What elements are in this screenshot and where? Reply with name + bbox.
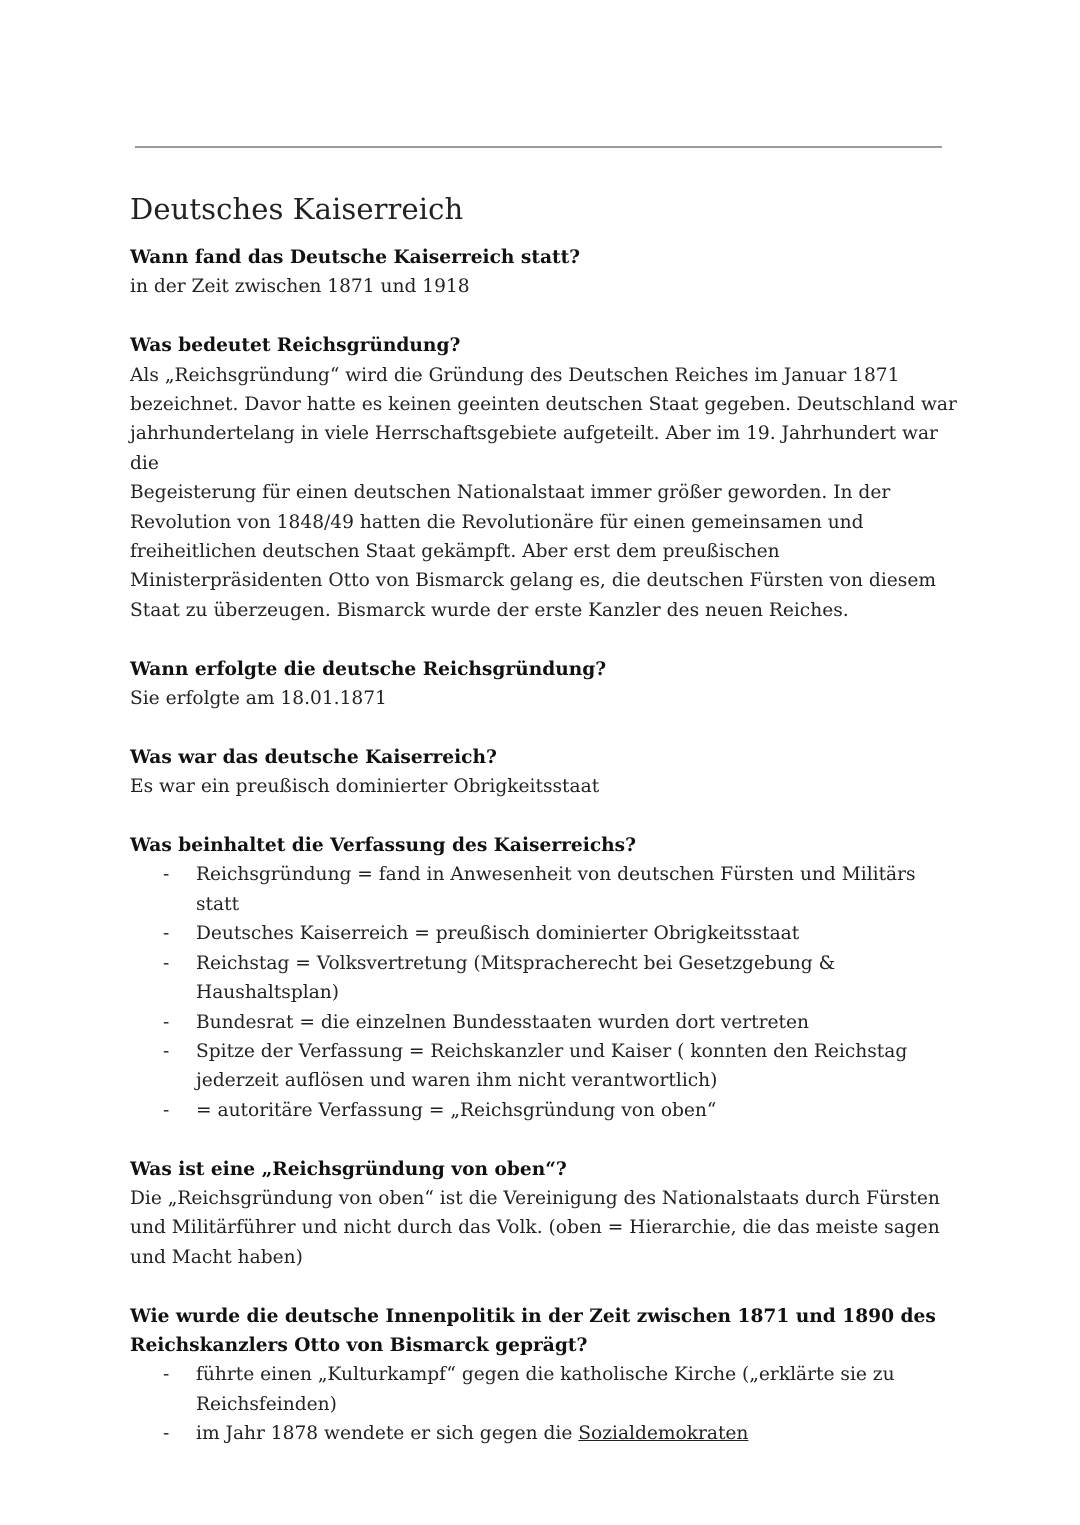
- question-heading: Wann fand das Deutsche Kaiserreich statt?: [130, 247, 581, 268]
- list-item: - Deutsches Kaiserreich = preußisch dominierter Obrigkeitsstaat: [130, 919, 960, 948]
- answer-line: Als „Reichsgründung“ wird die Gründung des Deutschen Reiches im Januar 1871: [130, 364, 900, 386]
- question-heading: Wann erfolgte die deutsche Reichsgründung?: [130, 658, 607, 680]
- document-body: [130, 243, 960, 1449]
- answer-line: freiheitlichen deutschen Staat gekämpft. Aber erst dem preußischen: [130, 541, 780, 563]
- list-item: - Reichsgründung = fand in Anwesenheit von deutschen Fürsten und Militärs statt: [130, 860, 960, 919]
- answer-line: und Macht haben): [130, 1246, 303, 1268]
- list-item: - Reichstag = Volksvertretung (Mitspracherecht bei Gesetzgebung & Haushaltsplan): [130, 949, 960, 1008]
- list-item: - Bundesrat = die einzelnen Bundesstaaten wurden dort vertreten: [130, 1008, 960, 1037]
- answer-line: in der Zeit zwischen 1871 und 1918: [130, 276, 470, 298]
- question-heading: Was beinhaltet die Verfassung des Kaiserreichs?: [130, 835, 637, 857]
- dash-list: [130, 1360, 960, 1448]
- underlined-term: Sozialdemokraten: [578, 1423, 749, 1445]
- answer-line: Die „Reichsgründung von oben“ ist die Vereinigung des Nationalstaats durch Fürsten: [130, 1187, 940, 1209]
- answer-line: Sie erfolgte am 18.01.1871: [130, 688, 387, 710]
- answer-line: Begeisterung für einen deutschen Nationalstaat immer größer geworden. In der: [130, 482, 891, 504]
- question-heading: Was ist eine „Reichsgründung von oben“?: [130, 1158, 567, 1180]
- document-title: Deutsches Kaiserreich: [130, 192, 464, 226]
- question-heading: Reichskanzlers Otto von Bismarck geprägt?: [130, 1334, 588, 1356]
- question-heading: Wie wurde die deutsche Innenpolitik in der Zeit zwischen 1871 und 1890 des: [130, 1305, 936, 1327]
- answer-line: Ministerpräsidenten Otto von Bismarck gelang es, die deutschen Fürsten von diesem: [130, 570, 936, 592]
- list-item: - im Jahr 1878 wendete er sich gegen die Sozialdemokraten: [130, 1419, 960, 1448]
- list-item: - Spitze der Verfassung = Reichskanzler und Kaiser ( konnten den Reichstag jederzeit auflösen und waren ihm nicht verantwortlich): [130, 1037, 960, 1096]
- answer-line: und Militärführer und nicht durch das Volk. (oben = Hierarchie, die das meiste sagen: [130, 1217, 940, 1239]
- answer-line: Revolution von 1848/49 hatten die Revolutionäre für einen gemeinsamen und: [130, 511, 864, 533]
- answer-line: jahrhundertelang in viele Herrschaftsgebiete aufgeteilt. Aber im 19. Jahrhundert war die: [130, 423, 938, 474]
- horizontal-divider: [135, 146, 942, 148]
- answer-line: bezeichnet. Davor hatte es keinen geeinten deutschen Staat gegeben. Deutschland war: [130, 394, 957, 416]
- question-heading: Was war das deutsche Kaiserreich?: [130, 746, 497, 768]
- list-item: - = autoritäre Verfassung = „Reichsgründung von oben“: [130, 1096, 960, 1125]
- answer-line: Es war ein preußisch dominierter Obrigkeitsstaat: [130, 776, 600, 798]
- dash-list: [130, 860, 960, 1125]
- question-heading: Was bedeutet Reichsgründung?: [130, 335, 461, 357]
- list-item: - führte einen „Kulturkampf“ gegen die katholische Kirche („erklärte sie zu Reichsfeinden): [130, 1360, 960, 1419]
- answer-line: Staat zu überzeugen. Bismarck wurde der erste Kanzler des neuen Reiches.: [130, 599, 849, 621]
